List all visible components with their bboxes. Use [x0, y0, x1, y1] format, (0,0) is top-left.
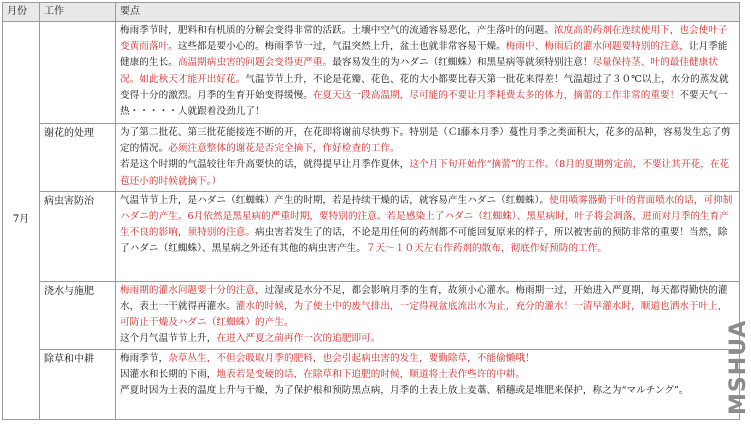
- highlight-text: 地表若是变硬的话，在除草和下追肥的时候，顺道将土表作些许的中耕。: [216, 368, 526, 380]
- work-cell: 浇水与施肥: [40, 281, 116, 349]
- table-row: [3, 349, 740, 419]
- body-text: 梅雨季节，: [120, 352, 169, 364]
- body-text: 气温节节上升，不论是花瓣、花色、花的大小都要比春天第一批花来得差！气温超过了３０℃以上，水分的蒸发就变得十分的激烈。月季的生育开始变得缓慢。: [120, 73, 729, 101]
- highlight-text: 尽量保持茎、叶的最佳健康状况。如此秋天才能开出好花。: [120, 57, 718, 85]
- header-month: 月份: [3, 3, 40, 22]
- highlight-text: 高温期病虫害的问题会变得更严重。: [177, 57, 333, 69]
- highlight-text: 梅雨中、梅雨后的灌水问题要特别的注意，: [505, 41, 689, 53]
- watermark: MSHUA: [726, 319, 751, 415]
- body-text: 因灌水和长期的下雨，: [120, 368, 217, 380]
- points-cell: [116, 22, 740, 124]
- highlight-text: 杂草丛生，不但会吸取月季的肥料，也会引起病虫害的发生，要勤除草，不能偷懒哦！: [168, 352, 535, 364]
- highlight-text: 必须注意整体的谢花是否完全摘下，作好检查的工作。: [168, 143, 400, 155]
- body-text: 过湿或是水分不足，都会影响月季的生育，故须小心灌水。梅雨期一过，开始进入严夏期，每天都得勤快的灌水，表土一干就得再灌水。: [120, 284, 728, 313]
- body-text: 梅雨季节时，肥料和有机质的分解会变得非常的活跃。土壤中空气的流通容易恶化，产生落叶的问题。: [120, 25, 554, 36]
- body-text: 让月季能健康的生长。: [120, 41, 728, 69]
- body-text: 严夏时因为土表的温度上升与干燥，为了保护根和预防黑点病，月季的土表上放上麦藁、稻穗或是堆肥来保护，称之为“マルチング”。: [120, 385, 689, 397]
- work-cell: 谢花的处理: [40, 124, 116, 192]
- work-cell: 病虫害防治: [40, 191, 116, 281]
- points-cell: [116, 124, 740, 192]
- table-row: [3, 191, 740, 281]
- work-cell: [40, 22, 116, 124]
- highlight-text: 灌水的时候，为了使土中的废气排出，一定得视盆底流出水为止，充分的灌水！一清早灌水时，顺道也洒水于叶上，可防止干燥及ハダニ（红蜘蛛）的产生。: [120, 301, 728, 329]
- header-row: [3, 3, 740, 22]
- header-work: 工作: [40, 3, 116, 22]
- body-text: 若是这个时期的气温较往年升高要快的话，就得提早让月季作夏休，: [120, 159, 410, 171]
- body-text: 为了第二批花、第三批花能接连不断的开，在花即将谢前尽快剪下。特别是（Ｃl藤本月季）蔓性月季之类面积大，花多的品种，容易发生忘了剪定的情况。: [120, 127, 731, 155]
- work-cell: 除草和中耕: [40, 349, 116, 419]
- table-row: [3, 124, 740, 192]
- highlight-text: 在夏天这一段高温期，尽可能的不要让月季耗费太多的体力，摘蕾的工作非常的重要！: [312, 89, 680, 101]
- points-cell: [116, 191, 740, 281]
- month-cell: 7月: [3, 22, 40, 420]
- highlight-text: ７天～１０天左右作药剂的散布，彻底作好预防的工作。: [365, 243, 608, 255]
- body-text: 气温节节上升，是ハダニ（红蜘蛛）产生的时期，若是持续干燥的话，就容易产生ハダニ（红蜘蛛）。: [120, 194, 550, 206]
- highlight-text: 浓度高的药剂在连续使用下，也会使叶子变黄而落叶。: [120, 25, 728, 53]
- highlight-text: 在进入严夏之前再作一次的追肥即可。: [216, 333, 381, 345]
- body-text: 病虫害若发生了的话，不论是用任何的药剂都不可能回复原来的样子，所以被害前的预防非常的重要！当然，除了ハダニ（红蜘蛛）、黑星病之外还有其他的病虫害产生。: [120, 227, 728, 255]
- highlight-text: 这个月下旬开始作“摘蕾”的工作。（8月的夏期剪定前，不要让其开花，在花苞还小的时候就摘下。）: [120, 159, 730, 187]
- care-table: [2, 2, 740, 420]
- points-cell: [116, 281, 740, 349]
- highlight-text: 梅雨期的灌水问题要十分的注意，: [120, 284, 265, 296]
- body-text: 这些都是要小心的。梅雨季节一过，气温突然上升，盆土也就非常容易干燥。: [177, 41, 506, 53]
- highlight-text: 使用喷雾器勤于叶的背面喷水的话，可抑制ハダニ的产生。6月依然是黑星病的严重时期，要特别的注意。若是感染上了ハダニ（红蜘蛛）、黑星病时，叶子将会凋落，进而对月季的生育产生不良的影响，须特别的注意。: [120, 194, 733, 239]
- body-text: 不要天气一热・・・・・人就跟着没劲儿了！: [120, 89, 728, 118]
- table-row: [3, 22, 740, 124]
- body-text: 这个月气温节节上升，: [120, 333, 217, 345]
- body-text: 最容易发生的为ハダニ（红蜘蛛）和黑星病等就须特别注意！: [332, 57, 593, 69]
- table-row: [3, 281, 740, 349]
- points-cell: [116, 349, 740, 419]
- header-points: 要点: [116, 3, 740, 22]
